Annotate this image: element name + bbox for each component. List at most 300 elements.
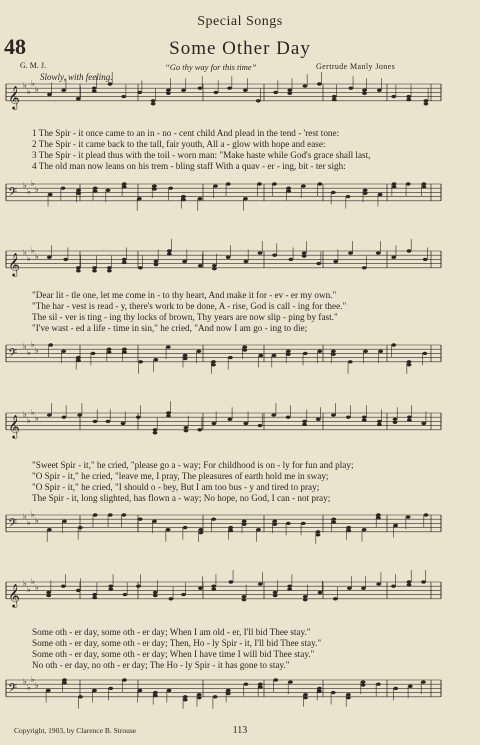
flat-icon: ♭ xyxy=(23,248,27,257)
note-head xyxy=(93,513,98,516)
flat-icon: ♭ xyxy=(27,518,31,527)
note-head xyxy=(137,91,142,94)
note-head xyxy=(424,99,429,102)
note-head xyxy=(286,416,291,419)
note-head xyxy=(46,594,51,597)
note-head xyxy=(393,524,398,527)
note-head xyxy=(407,580,412,583)
note-head xyxy=(362,419,367,422)
note-head xyxy=(198,197,203,200)
lyrics-block xyxy=(32,290,346,334)
note-head xyxy=(331,353,336,356)
note-head xyxy=(407,583,412,586)
note-head xyxy=(227,418,232,421)
note-head xyxy=(48,193,53,196)
note-head xyxy=(107,348,112,351)
note-head xyxy=(198,531,203,534)
note-head xyxy=(348,360,353,363)
note-head xyxy=(121,513,126,516)
note-head xyxy=(317,82,322,85)
note-head xyxy=(272,520,277,523)
note-head xyxy=(212,264,217,267)
note-head xyxy=(153,691,158,694)
note-head xyxy=(61,585,66,588)
note-head xyxy=(346,526,351,529)
note-head xyxy=(153,591,158,594)
note-head xyxy=(226,182,231,185)
note-head xyxy=(362,89,367,92)
note-head xyxy=(333,260,338,263)
note-head xyxy=(153,428,158,431)
note-head xyxy=(107,351,112,354)
note-head xyxy=(422,352,427,355)
lyric-line: "Dear lit - tle one, let me come in - to thy heart, And make it for - ev - er my own." xyxy=(32,290,337,300)
flat-icon: ♭ xyxy=(23,512,27,521)
lyric-line: Some oth - er day, some oth - er day; When I have time I will bid Thee stay." xyxy=(32,649,315,659)
note-head xyxy=(211,360,216,363)
note-head xyxy=(122,261,127,264)
note-head xyxy=(198,587,203,590)
note-head xyxy=(423,258,428,261)
note-head xyxy=(92,596,97,599)
note-head xyxy=(406,515,411,518)
note-head xyxy=(288,258,293,261)
flat-icon: ♭ xyxy=(35,414,39,423)
hymn-title: Some Other Day xyxy=(169,38,311,59)
note-head xyxy=(136,585,141,588)
note-head xyxy=(303,595,308,598)
note-head xyxy=(122,185,127,188)
note-head xyxy=(286,353,291,356)
note-head xyxy=(62,678,67,681)
note-head xyxy=(211,363,216,366)
note-head xyxy=(407,360,412,363)
note-head xyxy=(167,689,172,692)
note-head xyxy=(121,95,126,98)
note-head xyxy=(317,690,322,693)
note-head xyxy=(138,266,143,269)
note-head xyxy=(154,263,159,266)
note-head xyxy=(153,694,158,697)
flat-icon: ♭ xyxy=(27,187,31,196)
note-head xyxy=(93,190,98,193)
note-head xyxy=(78,695,83,698)
note-head xyxy=(392,185,397,188)
note-head xyxy=(273,91,278,94)
lyrics-block xyxy=(32,460,354,504)
note-head xyxy=(62,520,67,523)
note-head xyxy=(184,426,189,429)
note-head xyxy=(196,350,201,353)
note-head xyxy=(272,182,277,185)
note-head xyxy=(421,422,426,425)
copyright-notice: Copyright, 1903, by Clarence B. Strouse xyxy=(14,726,137,735)
treble-clef-icon: 𝄞 xyxy=(8,251,20,276)
note-head xyxy=(406,98,411,101)
note-head xyxy=(76,359,81,362)
note-head xyxy=(92,87,97,90)
lyric-line: The sil - ver is ting - ing thy locks of brown, Thy years are now slip - ping by fast." xyxy=(32,312,338,322)
flat-icon: ♭ xyxy=(35,583,39,592)
note-head xyxy=(107,269,112,272)
note-head xyxy=(376,582,381,585)
note-head xyxy=(316,533,321,536)
flat-icon: ♭ xyxy=(31,675,35,684)
note-head xyxy=(407,363,412,366)
note-head xyxy=(226,692,231,695)
note-head xyxy=(227,87,232,90)
note-head xyxy=(258,683,263,686)
note-head xyxy=(47,528,52,531)
note-head xyxy=(378,350,383,353)
bass-clef-icon: 𝄢 xyxy=(8,185,18,202)
note-head xyxy=(106,189,111,192)
note-head xyxy=(302,254,307,257)
note-head xyxy=(378,193,383,196)
note-head xyxy=(287,585,292,588)
note-head xyxy=(406,95,411,98)
page-number: 113 xyxy=(232,725,248,736)
note-head xyxy=(213,184,218,187)
note-head xyxy=(138,518,143,521)
note-head xyxy=(362,92,367,95)
note-head xyxy=(108,82,113,85)
flat-icon: ♭ xyxy=(31,246,35,255)
note-head xyxy=(424,102,429,105)
note-head xyxy=(303,696,308,699)
note-head xyxy=(183,698,188,701)
note-head xyxy=(243,422,248,425)
note-head xyxy=(407,419,412,422)
note-head xyxy=(181,195,186,198)
note-head xyxy=(47,413,52,416)
note-head xyxy=(63,258,68,261)
note-head xyxy=(392,182,397,185)
flat-icon: ♭ xyxy=(23,579,27,588)
note-head xyxy=(61,187,66,190)
note-head xyxy=(166,92,171,95)
note-head xyxy=(316,418,321,421)
note-head xyxy=(346,693,351,696)
treble-clef-icon: 𝄞 xyxy=(8,413,20,438)
note-head xyxy=(331,350,336,353)
note-head xyxy=(123,593,128,596)
note-head xyxy=(273,591,278,594)
note-head xyxy=(362,528,367,531)
lyric-line: 1 The Spir - it once came to an in - no - cent child And plead in the tend - 'rest tone: xyxy=(32,128,340,138)
note-head xyxy=(244,683,249,686)
note-head xyxy=(61,350,66,353)
lyric-line: 4 The old man now leans on his trem - bling staff With a quav - er - ing, bit - ter sigh: xyxy=(32,161,346,171)
note-head xyxy=(152,184,157,187)
note-head xyxy=(228,356,233,359)
note-head xyxy=(168,187,173,190)
bass-clef-icon: 𝄢 xyxy=(8,681,18,698)
note-head xyxy=(108,687,113,690)
note-head xyxy=(107,266,112,269)
note-head xyxy=(421,680,426,683)
note-head xyxy=(332,95,337,98)
note-head xyxy=(213,695,218,698)
tempo-marking: Slowly, with feeling. xyxy=(40,72,113,82)
lyric-line: "Sweet Spir - it," he cried, "please go a - way; For childhood is on - ly for fun and play; xyxy=(32,460,354,470)
note-head xyxy=(347,587,352,590)
note-head xyxy=(424,513,429,516)
note-head xyxy=(288,680,293,683)
note-head xyxy=(303,352,308,355)
note-head xyxy=(198,264,203,267)
note-head xyxy=(316,262,321,265)
note-head xyxy=(421,580,426,583)
note-head xyxy=(152,520,157,523)
note-head xyxy=(214,91,219,94)
note-head xyxy=(256,528,261,531)
note-head xyxy=(391,95,396,98)
note-head xyxy=(76,189,81,192)
note-head xyxy=(184,429,189,432)
section-header: Special Songs xyxy=(197,14,283,29)
note-head xyxy=(181,89,186,92)
scripture-motto: “Go thy way for this time” xyxy=(165,62,257,72)
note-head xyxy=(197,428,202,431)
note-head xyxy=(153,594,158,597)
note-head xyxy=(406,182,411,185)
note-head xyxy=(46,591,51,594)
note-head xyxy=(198,87,203,90)
note-head xyxy=(391,585,396,588)
lyric-line: "I've wast - ed a life - time in sin," he cried, "And now I am go - ing to die; xyxy=(32,323,308,333)
note-head xyxy=(183,695,188,698)
lyrics-block xyxy=(32,128,370,172)
note-head xyxy=(166,345,171,348)
note-head xyxy=(76,269,81,272)
note-head xyxy=(273,678,278,681)
note-head xyxy=(92,689,97,692)
note-head xyxy=(46,689,51,692)
note-head xyxy=(346,696,351,699)
note-head xyxy=(348,87,353,90)
note-head xyxy=(226,689,231,692)
note-head xyxy=(331,691,336,694)
note-head xyxy=(228,580,233,583)
note-head xyxy=(181,593,186,596)
note-head xyxy=(212,422,217,425)
note-head xyxy=(258,251,263,254)
note-head xyxy=(408,685,413,688)
note-head xyxy=(258,686,263,689)
flat-icon: ♭ xyxy=(27,87,31,96)
note-head xyxy=(301,184,306,187)
note-head xyxy=(376,513,381,516)
lyrics-block xyxy=(32,627,321,671)
note-head xyxy=(122,678,127,681)
note-head xyxy=(391,343,396,346)
flat-icon: ♭ xyxy=(35,85,39,94)
treble-clef-icon: 𝄞 xyxy=(8,582,20,607)
note-head xyxy=(183,354,188,357)
note-head xyxy=(361,587,366,590)
note-head xyxy=(258,424,263,427)
note-head xyxy=(272,254,277,257)
note-head xyxy=(166,528,171,531)
lyric-line: Some oth - er day, some oth - er day; Then, Ho - ly Spir - it, I'll bid Thee stay." xyxy=(32,638,322,648)
note-head xyxy=(62,416,67,419)
flat-icon: ♭ xyxy=(27,348,31,357)
note-head xyxy=(151,102,156,105)
lyric-line: Some oth - er day, some oth - er day; When I am old - er, I'll bid Thee stay." xyxy=(32,627,311,637)
flat-icon: ♭ xyxy=(31,408,35,417)
note-head xyxy=(331,518,336,521)
note-head xyxy=(333,597,338,600)
note-head xyxy=(153,431,158,434)
note-head xyxy=(136,416,141,419)
note-head xyxy=(226,256,231,259)
note-head xyxy=(302,420,307,423)
note-head xyxy=(242,520,247,523)
note-head xyxy=(286,187,291,190)
note-head xyxy=(317,350,322,353)
note-head xyxy=(256,99,261,102)
note-head xyxy=(183,357,188,360)
note-head xyxy=(93,187,98,190)
note-head xyxy=(78,526,83,529)
note-head xyxy=(258,582,263,585)
flat-icon: ♭ xyxy=(23,410,27,419)
bass-clef-icon: 𝄢 xyxy=(8,346,18,363)
note-head xyxy=(331,191,336,194)
note-head xyxy=(77,413,82,416)
note-head xyxy=(301,522,306,525)
flat-icon: ♭ xyxy=(27,254,31,263)
note-head xyxy=(93,420,98,423)
note-head xyxy=(272,354,277,357)
flat-icon: ♭ xyxy=(35,252,39,261)
note-head xyxy=(242,595,247,598)
note-head xyxy=(303,84,308,87)
note-head xyxy=(92,90,97,93)
flat-icon: ♭ xyxy=(23,342,27,351)
note-head xyxy=(258,354,263,357)
flat-icon: ♭ xyxy=(31,577,35,586)
note-head xyxy=(181,198,186,201)
note-head xyxy=(422,185,427,188)
note-head xyxy=(257,182,262,185)
note-head xyxy=(242,523,247,526)
note-head xyxy=(243,89,248,92)
note-head xyxy=(287,92,292,95)
note-head xyxy=(76,97,81,100)
lyric-line: "O Spir - it," he cried, "I should o - bey, But I am too bus - y and tired to pray; xyxy=(32,482,320,492)
note-head xyxy=(271,413,276,416)
note-head xyxy=(317,182,322,185)
flat-icon: ♭ xyxy=(27,416,31,425)
flat-icon: ♭ xyxy=(31,79,35,88)
note-head xyxy=(108,513,113,516)
flat-icon: ♭ xyxy=(35,346,39,355)
lyric-line: 3 The Spir - it plead thus with the toil - worn man: "Make haste while God's grace shall last, xyxy=(32,150,371,160)
note-head xyxy=(106,420,111,423)
note-head xyxy=(303,598,308,601)
author-name: Gertrude Manly Jones xyxy=(316,62,396,71)
note-head xyxy=(121,422,126,425)
flat-icon: ♭ xyxy=(23,81,27,90)
note-head xyxy=(228,526,233,529)
note-head xyxy=(318,591,323,594)
note-head xyxy=(198,528,203,531)
note-head xyxy=(154,260,159,263)
note-head xyxy=(393,421,398,424)
flat-icon: ♭ xyxy=(31,340,35,349)
note-head xyxy=(92,593,97,596)
note-head xyxy=(166,89,171,92)
note-head xyxy=(363,189,368,192)
note-head xyxy=(47,93,52,96)
flat-icon: ♭ xyxy=(23,181,27,190)
note-head xyxy=(211,588,216,591)
note-head xyxy=(47,256,52,259)
note-head xyxy=(422,182,427,185)
note-head xyxy=(346,195,351,198)
lyric-line: "O Spir - it," he cried, "leave me, I pray, The pleasures of earth hold me in sway; xyxy=(32,471,329,481)
lyric-line: The Spir - it, long slighted, has flown a - way; No hope, no God, I can - not pray; xyxy=(32,493,331,503)
note-head xyxy=(228,529,233,532)
note-head xyxy=(167,249,172,252)
composer-initials: G. M. J. xyxy=(20,61,47,70)
note-head xyxy=(393,687,398,690)
bass-clef-icon: 𝄢 xyxy=(8,516,18,533)
note-head xyxy=(122,258,127,261)
note-head xyxy=(91,352,96,355)
note-head xyxy=(376,516,381,519)
note-head xyxy=(212,267,217,270)
note-head xyxy=(377,89,382,92)
note-head xyxy=(122,348,127,351)
flat-icon: ♭ xyxy=(31,510,35,519)
flat-icon: ♭ xyxy=(35,185,39,194)
note-head xyxy=(287,89,292,92)
flat-icon: ♭ xyxy=(35,516,39,525)
note-head xyxy=(361,680,366,683)
note-head xyxy=(286,350,291,353)
note-head xyxy=(92,266,97,269)
note-head xyxy=(286,190,291,193)
note-head xyxy=(332,98,337,101)
note-head xyxy=(211,518,216,521)
note-head xyxy=(108,585,113,588)
note-head xyxy=(138,360,143,363)
note-head xyxy=(243,197,248,200)
note-head xyxy=(242,345,247,348)
note-head xyxy=(211,585,216,588)
note-head xyxy=(376,251,381,254)
note-head xyxy=(362,416,367,419)
note-head xyxy=(346,416,351,419)
lyric-line: 2 The Spir - it came back to the tall, fair youth, All a - glow with hope and ease: xyxy=(32,139,326,149)
note-head xyxy=(303,693,308,696)
note-head xyxy=(166,414,171,417)
note-head xyxy=(122,182,127,185)
note-head xyxy=(169,597,174,600)
flat-icon: ♭ xyxy=(35,681,39,690)
flat-icon: ♭ xyxy=(27,683,31,692)
note-head xyxy=(48,343,53,346)
note-head xyxy=(62,681,67,684)
note-head xyxy=(137,197,142,200)
note-head xyxy=(377,420,382,423)
note-head xyxy=(363,350,368,353)
note-head xyxy=(316,530,321,533)
note-head xyxy=(361,683,366,686)
